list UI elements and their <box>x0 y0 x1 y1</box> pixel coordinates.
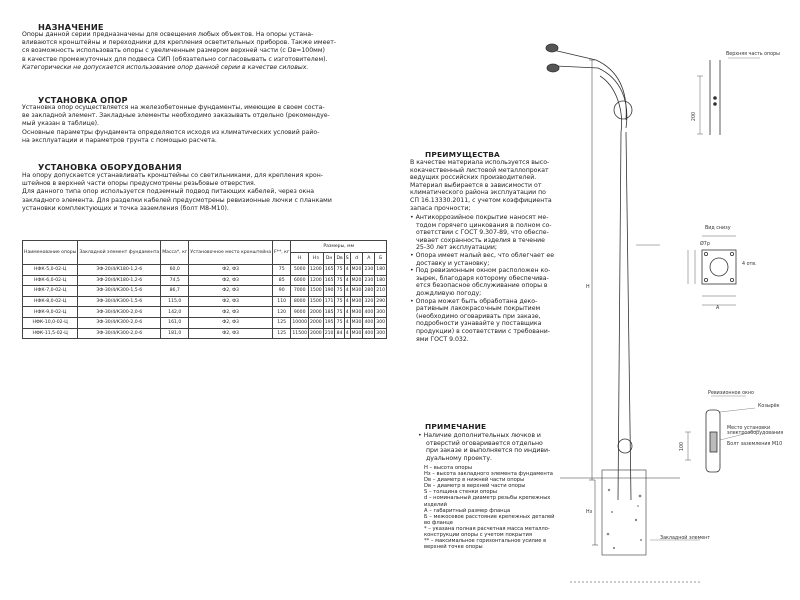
advantage-bullet-line: доставку и установку; <box>416 259 490 267</box>
table-cell: Ф2, Ф3 <box>189 265 273 276</box>
visor-label: Козырёк <box>758 404 780 409</box>
table-row <box>23 328 387 339</box>
advantage-bullet-line: чивает сохранность изделия в течение <box>416 236 545 244</box>
table-cell: 171 <box>323 296 335 307</box>
col-header: Закладной элемент фундамента <box>78 241 161 265</box>
table-cell: Ф2, Ф3 <box>189 307 273 318</box>
table-cell: 300 <box>375 328 387 339</box>
table-cell: 4 <box>344 307 350 318</box>
table-cell: ЗФ-30/4/К300-1,5-б <box>78 296 161 307</box>
install-poles-text <box>22 104 376 145</box>
revision-window-pole <box>706 410 720 472</box>
table-cell: ЗФ-20/4/К180-1,2-б <box>78 265 161 276</box>
table-cell: 75 <box>335 296 344 307</box>
dim-header: S <box>344 253 350 265</box>
table-row <box>23 296 387 307</box>
lamp-upper <box>546 44 558 52</box>
table-cell: ЗФ-30/4/К300-2,0-б <box>78 328 161 339</box>
table-cell: 195 <box>323 317 335 328</box>
purpose-title: НАЗНАЧЕНИЕ <box>38 22 104 32</box>
revision-window <box>710 432 717 452</box>
dim-header: Hз <box>309 253 324 265</box>
table-cell: 400 <box>363 328 375 339</box>
notes-line: • Наличие дополнительных лючков и <box>418 432 541 439</box>
notes-legend-line: А – габаритный размер фланца <box>424 507 511 514</box>
install-equipment-line: закладного элемента. Для разделки кабелей предусмотрены ревизионные лючки с планками <box>22 196 332 204</box>
advantages-intro <box>410 159 570 212</box>
advantage-bullet-line: • Опора может быть обработана деко- <box>410 297 538 305</box>
foundation-speckle <box>607 489 642 549</box>
table-cell: 2000 <box>309 317 324 328</box>
table-cell: 74,5 <box>161 275 189 286</box>
dim-header: d <box>350 253 363 265</box>
install-equipment-line: штейнов в верхней части опоры предусмотрены резьбовые отверстия. <box>22 180 256 188</box>
table-row <box>23 317 387 328</box>
table-cell: Ф2, Ф3 <box>189 328 273 339</box>
table-cell: 2000 <box>309 328 324 339</box>
table-cell: 125 <box>273 317 291 328</box>
table-cell: Ф2, Ф3 <box>189 317 273 328</box>
advantages-title: ПРЕИМУЩЕСТВА <box>425 150 500 159</box>
advantages-line: кокачественный листовой металлопрокат <box>410 166 549 174</box>
table-cell: 400 <box>363 317 375 328</box>
table-cell: 4 <box>344 328 350 339</box>
notes-legend-line: Dв – диаметр в верхней части опоры <box>424 483 526 490</box>
advantage-bullet-line: (необходимо оговаривать при заказе, <box>416 312 541 320</box>
table-cell: 60,0 <box>161 265 189 276</box>
table-cell: 6000 <box>291 275 309 286</box>
table-cell: 10000 <box>291 317 309 328</box>
notes-legend-line: верхней точке опоры <box>424 544 483 551</box>
flange-view-label: Вид снизу <box>705 226 731 231</box>
purpose-line: в качестве промежуточных для подвеса СИП (обязательно согласовывать с изготовителем). <box>22 55 328 63</box>
table-cell: М30 <box>350 296 363 307</box>
notes-title: ПРИМЕЧАНИЕ <box>425 422 487 431</box>
advantage-bullet-line: дождливую погоду; <box>416 289 482 297</box>
purpose-line: Опоры данной серии предназначены для освещения любых объектов. На опоры устана- <box>22 31 314 38</box>
foundation <box>602 470 646 555</box>
table-cell: 115,0 <box>161 296 189 307</box>
dim-a-label: Ø7р <box>700 242 710 247</box>
table-cell: 75 <box>335 307 344 318</box>
notes-legend-line: * – указана полная расчетная масса металло- <box>424 525 550 532</box>
install-poles-title: УСТАНОВКА ОПОР <box>38 95 128 105</box>
advantages-line: запаса прочности; <box>410 204 471 212</box>
install-equipment-line: Для данного типа опор используется подземный подвод питающих кабелей, через окна <box>22 188 315 196</box>
flange-plate <box>702 250 736 284</box>
advantage-bullet-line: ется безопасное обслуживание опоры в <box>416 282 548 290</box>
advantage-bullet-line: 25-30 лет эксплуатации; <box>416 244 498 252</box>
table-cell: 75 <box>273 265 291 276</box>
advantages-line: климатического района эксплуатации по <box>410 189 546 197</box>
advantage-bullet-line: продукции) в соответствии с требовани- <box>416 327 551 335</box>
install-poles-line: ве закладной элемент. Закладные элементы необходимо заказывать отдельно (рекомендуе- <box>22 112 330 120</box>
table-cell: М30 <box>350 286 363 297</box>
table-cell: ЗФ-30/4/К300-1,5-б <box>78 286 161 297</box>
table-cell: 4 <box>344 286 350 297</box>
install-poles-line: мый указан в таблице). <box>22 120 100 128</box>
embed-element-label: Закладной элемент <box>660 536 711 541</box>
table-header-row <box>23 241 387 253</box>
purpose-line: вливаются кронштейны и переходники для крепления осветительных приборов. Также имеет- <box>22 39 337 47</box>
advantage-bullet-line: тодом горячего цинкования в полном со- <box>416 221 552 229</box>
table-cell: 11500 <box>291 328 309 339</box>
advantage-bullet-line: ями ГОСТ 9.032. <box>416 335 469 343</box>
advantage-bullet-line: ответствии с ГОСТ 9.307-89, что обеспе- <box>416 229 549 237</box>
table-cell: НФК-11,5-02-Ц <box>23 328 78 339</box>
table-cell: ЗФ-30/4/К300-2,0-б <box>78 317 161 328</box>
dim-header: Dн <box>323 253 335 265</box>
table-cell: 1200 <box>309 275 324 286</box>
purpose-text <box>22 31 376 72</box>
table-cell: 110 <box>273 296 291 307</box>
detail-circle-bottom <box>618 439 632 453</box>
notes-legend-line: H – высота опоры <box>424 465 472 471</box>
table-cell: М20 <box>350 275 363 286</box>
col-header: Установочное место кронштейна <box>189 241 273 265</box>
table-row <box>23 265 387 276</box>
table-cell: 86,7 <box>161 286 189 297</box>
advantages-line: В качестве материала используется высо- <box>410 159 550 166</box>
table-cell: 165 <box>323 265 335 276</box>
table-cell: 300 <box>375 317 387 328</box>
table-cell: Ф2, Ф3 <box>189 286 273 297</box>
lamp-lower <box>547 64 559 72</box>
notes-line: дуальному проекту. <box>426 454 492 462</box>
table-cell: 4 <box>344 317 350 328</box>
table-cell: 185 <box>323 307 335 318</box>
col-header: F**, кг <box>273 241 291 265</box>
dim-header: Б <box>375 253 387 265</box>
dim-Hz-label: Hз <box>586 510 593 515</box>
table-cell: М30 <box>350 328 363 339</box>
table-cell: 142,0 <box>161 307 189 318</box>
table-cell: 4 <box>344 265 350 276</box>
notes-legend-line: d – номинальный диаметр резьбы крепежных <box>424 495 551 502</box>
dim-line-Hz <box>592 480 598 545</box>
dim-header: А <box>363 253 375 265</box>
ground-bolt-label: Болт заземления М10 <box>727 442 783 447</box>
table-row <box>23 286 387 297</box>
table-cell: 125 <box>273 328 291 339</box>
equipment-place-label: Место установки электрооборудования <box>727 426 784 437</box>
top-detail-pole <box>710 60 720 135</box>
table-cell: Ф2, Ф3 <box>189 275 273 286</box>
table-cell: 300 <box>375 307 387 318</box>
table-cell: 230 <box>363 275 375 286</box>
table-cell: 2000 <box>309 307 324 318</box>
install-poles-line: Установка опор осуществляется на железобетонные фундаменты, имеющие в своем соста- <box>22 104 325 111</box>
advantage-bullet-line: зырек, благодаря которому обеспечива- <box>416 274 549 282</box>
notes-legend-line: ** – максимальное горизонтальное усилие в <box>424 538 547 545</box>
notes-legend-line: конструкции опоры с учетом покрытия <box>424 532 532 539</box>
top-part-label: Верхняя часть опоры <box>726 52 780 57</box>
dim-line-H <box>589 60 595 480</box>
table-cell: 9000 <box>291 307 309 318</box>
table-cell: НФК-7,0-02-Ц <box>23 286 78 297</box>
table-cell: 180 <box>375 275 387 286</box>
bracket-upper <box>553 50 626 120</box>
notes-line: отверстий оговаривается отдельно <box>426 439 543 447</box>
table-row <box>23 307 387 318</box>
table-cell: 8000 <box>291 296 309 307</box>
table-cell: 84 <box>335 328 344 339</box>
notes-legend-line: во фланце <box>424 519 453 526</box>
advantages-line: СП 16.13330.2011, с учетом коэффициента <box>410 196 552 204</box>
pole-shaft <box>618 132 631 500</box>
table-cell: 181,0 <box>161 328 189 339</box>
install-equipment-text <box>22 172 376 213</box>
table-cell: 85 <box>273 275 291 286</box>
table-cell: 400 <box>363 307 375 318</box>
purpose-line: ся возможность использовать опоры с увеличенным размером верхней части (с Dв=100мм) <box>22 47 325 55</box>
table-cell: 165 <box>323 275 335 286</box>
table-cell: ЗФ-30/4/К300-2,0-б <box>78 307 161 318</box>
dim-200-label: 200 <box>692 111 698 122</box>
notes-legend-line: Б – межосевое расстояние крепежных деталей <box>424 513 555 520</box>
table-cell: 161,0 <box>161 317 189 328</box>
table-cell: 320 <box>363 296 375 307</box>
table-cell: 5000 <box>291 265 309 276</box>
detail-circle-top <box>614 101 632 119</box>
table-cell: НФК-10,0-02-Ц <box>23 317 78 328</box>
table-cell: 90 <box>273 286 291 297</box>
dim-H-label: H <box>586 285 590 290</box>
table-cell: 290 <box>375 296 387 307</box>
table-cell: 1500 <box>309 286 324 297</box>
notes-legend <box>424 465 574 550</box>
notes-legend-line: S – толщина стенки опоры <box>424 489 497 496</box>
table-cell: Ф2, Ф3 <box>189 296 273 307</box>
table-cell: ЗФ-20/4/К180-1,2-б <box>78 275 161 286</box>
purpose-warning: Категорически не допускается использование опор данной серии в качестве силовых. <box>22 63 309 71</box>
table-cell: 7000 <box>291 286 309 297</box>
advantages-line: Материал выбирается в зависимости от <box>410 181 542 189</box>
table-cell: НФК-5,0-02-Ц <box>23 265 78 276</box>
install-poles-line: на эксплуатации и параметров грунта с помощью расчета. <box>22 136 217 144</box>
advantage-bullet-line: подробности узнавайте у поставщика <box>416 320 542 328</box>
spec-table <box>22 240 387 339</box>
col-header: Размеры, мм <box>291 241 387 253</box>
table-cell: 210 <box>323 328 335 339</box>
table-cell: 75 <box>335 275 344 286</box>
table-cell: 75 <box>335 286 344 297</box>
revision-window-label: Ревизионное окно <box>708 391 754 396</box>
table-cell: 180 <box>375 265 387 276</box>
table-cell: 1500 <box>309 296 324 307</box>
dim-100-label: 100 <box>680 441 686 452</box>
table-cell: 120 <box>273 307 291 318</box>
notes-legend-line: изделий <box>424 501 447 508</box>
table-cell: 75 <box>335 265 344 276</box>
table-cell: 210 <box>375 286 387 297</box>
advantage-bullet-line: • Опора имеет малый вес, что облегчает ее <box>410 251 555 259</box>
table-cell: М30 <box>350 317 363 328</box>
table-cell: НФК-6,0-02-Ц <box>23 275 78 286</box>
advantage-bullet-line: • Антикоррозийное покрытие наносят ме- <box>410 214 549 221</box>
table-cell: 4 <box>344 296 350 307</box>
table-cell: 280 <box>363 286 375 297</box>
dim-header: Dв <box>335 253 344 265</box>
dim-ab-label: А <box>716 306 720 311</box>
table-cell: НФК-9,0-02-Ц <box>23 307 78 318</box>
install-equipment-line: На опору допускается устанавливать кронштейны со светильниками, для крепления крон- <box>22 172 323 179</box>
col-header: Наименование опоры <box>23 241 78 265</box>
notes-legend-line: Dв – диаметр в нижней части опоры <box>424 477 525 484</box>
table-row <box>23 275 387 286</box>
advantage-bullet-line: • Под ревизионным окном расположен ко- <box>410 267 551 275</box>
bracket-lower <box>556 66 627 128</box>
advantages-bullets <box>410 214 570 343</box>
holes-label: 4 отв. <box>742 262 757 267</box>
table-cell: М20 <box>350 265 363 276</box>
table-cell: 1200 <box>309 265 324 276</box>
install-equipment-title: УСТАНОВКА ОБОРУДОВАНИЯ <box>38 162 182 172</box>
table-cell: 4 <box>344 275 350 286</box>
table-cell: 190 <box>323 286 335 297</box>
table-cell: 75 <box>335 317 344 328</box>
col-header: Масса*, кг <box>161 241 189 265</box>
table-cell: 230 <box>363 265 375 276</box>
table-cell: НФК-8,0-02-Ц <box>23 296 78 307</box>
notes-line: при заказе и выполняется по индиви- <box>426 447 551 455</box>
table-body <box>23 265 387 339</box>
notes-legend-line: Hз – высота закладного элемента фундамента <box>424 471 553 478</box>
table-cell: М30 <box>350 307 363 318</box>
install-poles-line: Основные параметры фундамента определяются исходя из климатических условий райо- <box>22 128 320 136</box>
notes-main <box>418 432 572 462</box>
advantages-line: ведущих российских производителей. <box>410 174 537 182</box>
dim-header: H <box>291 253 309 265</box>
advantage-bullet-line: ративным лакокрасочным покрытием <box>416 305 541 313</box>
install-equipment-line: установки комплектующих и точка заземления (болт М8-М10). <box>22 204 229 212</box>
